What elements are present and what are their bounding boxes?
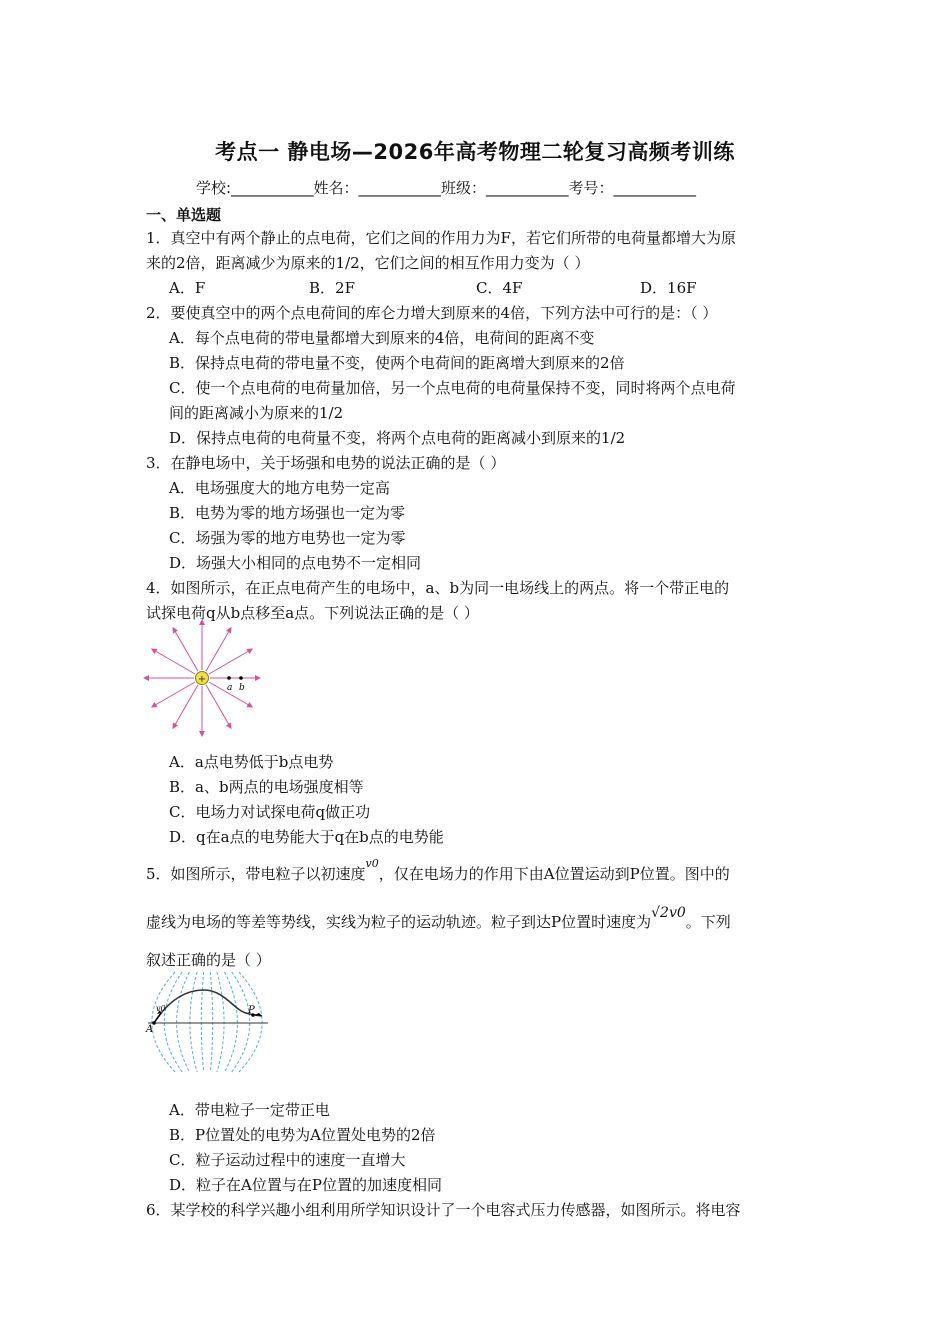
q1-line1: 1．真空中有两个静止的点电荷，它们之间的作用力为F，若它们所带的电荷量都增大为原 — [146, 229, 736, 247]
charge-sign-label: + — [197, 674, 207, 685]
equipotential-trajectory-figure — [142, 968, 272, 1076]
q5-option-a: A．带电粒子一定带正电 — [169, 1101, 330, 1119]
q2-line1: 2．要使真空中的两个点电荷间的库仑力增大到原来的4倍，下列方法中可行的是：（ ） — [146, 304, 718, 322]
q5-line1-part1: 5．如图所示，带电粒子以初速度 — [146, 865, 366, 883]
q1-line2: 来的2倍，距离减少为原来的1/2，它们之间的相互作用力变为（ ） — [146, 254, 590, 272]
equipotential-line — [210, 972, 212, 1072]
q2-option-c-line2: 间的距离减小为原来的1/2 — [169, 404, 344, 422]
q3-option-a: A．电场强度大的地方电势一定高 — [169, 479, 390, 497]
equipotential-line — [217, 972, 224, 1072]
student-info-line: 学校:___________姓名：___________班级：___________考号：___________ — [196, 179, 697, 197]
field-line — [206, 628, 231, 671]
equipotential-line — [177, 972, 190, 1072]
q4-line1: 4．如图所示，在正点电荷产生的电场中，a、b为同一电场线上的两点。将一个带正电的 — [146, 579, 730, 597]
q5-line3: 叙述正确的是（ ） — [146, 951, 271, 969]
point-b-dot — [239, 676, 243, 680]
q1-choice-d: D．16F — [640, 279, 697, 297]
point-A-label: A — [146, 1024, 154, 1035]
q5-option-b: B．P位置处的电势为A位置处电势的2倍 — [169, 1126, 436, 1144]
q1-choice-a: A．F — [169, 279, 206, 297]
point-charge-field-figure — [142, 620, 266, 740]
q5-option-d: D．粒子在A位置与在P位置的加速度相同 — [169, 1176, 442, 1194]
q5-line1 — [146, 857, 730, 886]
q5-sqrt2v0-symbol: √2v0 — [651, 905, 686, 921]
q5-line2-part2: 。下列 — [685, 913, 731, 931]
field-line — [173, 685, 198, 728]
field-line — [152, 682, 195, 707]
equipotential-line — [239, 972, 262, 1072]
q1-choice-b: B．2F — [309, 279, 355, 297]
q3-option-b: B．电势为零的地方场强也一定为零 — [169, 504, 406, 522]
q2-option-d: D．保持点电荷的电荷量不变，将两个点电荷的距离减小到原来的1/2 — [169, 429, 626, 447]
field-line — [173, 628, 198, 671]
section-heading: 一、单选题 — [146, 206, 222, 224]
equipotential-line — [190, 972, 197, 1072]
q5-v0-symbol: v0 — [365, 857, 379, 870]
equipotential-line — [201, 972, 203, 1072]
v0-arrow — [154, 1013, 161, 1023]
q2-option-a: A．每个点电荷的带电量都增大到原来的4倍，电荷间的距离不变 — [169, 329, 595, 347]
q4-option-a: A．a点电势低于b点电势 — [169, 753, 334, 771]
field-line — [209, 649, 252, 674]
q3-option-c: C．场强为零的地方电势也一定为零 — [169, 529, 406, 547]
particle-trajectory — [154, 990, 262, 1023]
point-P-label: P — [248, 1005, 255, 1016]
q5-line1-part2: ，仅在电场力的作用下由A位置运动到P位置。图中的 — [378, 865, 730, 883]
q3-line1: 3．在静电场中，关于场强和电势的说法正确的是（ ） — [146, 454, 506, 472]
equipotential-line — [225, 972, 238, 1072]
q3-option-d: D．场强大小相同的点电势不一定相同 — [169, 554, 422, 572]
v0-label: v0 — [156, 1004, 166, 1013]
q6-line1: 6．某学校的科学兴趣小组利用所学知识设计了一个电容式压力传感器，如图所示。将电容 — [146, 1201, 741, 1219]
q4-option-b: B．a、b两点的电场强度相等 — [169, 778, 364, 796]
point-a-dot — [227, 676, 231, 680]
q4-option-c: C．电场力对试探电荷q做正功 — [169, 803, 371, 821]
field-line — [152, 649, 195, 674]
q2-option-b: B．保持点电荷的带电量不变，使两个电荷间的距离增大到原来的2倍 — [169, 354, 625, 372]
q1-choice-c: C．4F — [476, 279, 523, 297]
q2-option-c-line1: C．使一个点电荷的电荷量加倍，另一个点电荷的电荷量保持不变，同时将两个点电荷 — [169, 379, 736, 397]
page-title: 考点一 静电场—2026年高考物理二轮复习高频考训练 — [215, 140, 735, 164]
q4-option-d: D．q在a点的电势能大于q在b点的电势能 — [169, 828, 444, 846]
q5-option-c: C．粒子运动过程中的速度一直增大 — [169, 1151, 406, 1169]
equipotential-line — [164, 972, 182, 1072]
point-a-label: a — [227, 683, 233, 693]
q5-line2-part1: 虚线为电场的等差等势线，实线为粒子的运动轨迹。粒子到达P位置时速度为 — [146, 913, 652, 931]
q4-line2: 试探电荷q从b点移至a点。下列说法正确的是（ ） — [146, 604, 479, 622]
q5-line2 — [146, 905, 731, 933]
equipotential-line — [232, 972, 250, 1072]
point-b-label: b — [239, 683, 245, 693]
